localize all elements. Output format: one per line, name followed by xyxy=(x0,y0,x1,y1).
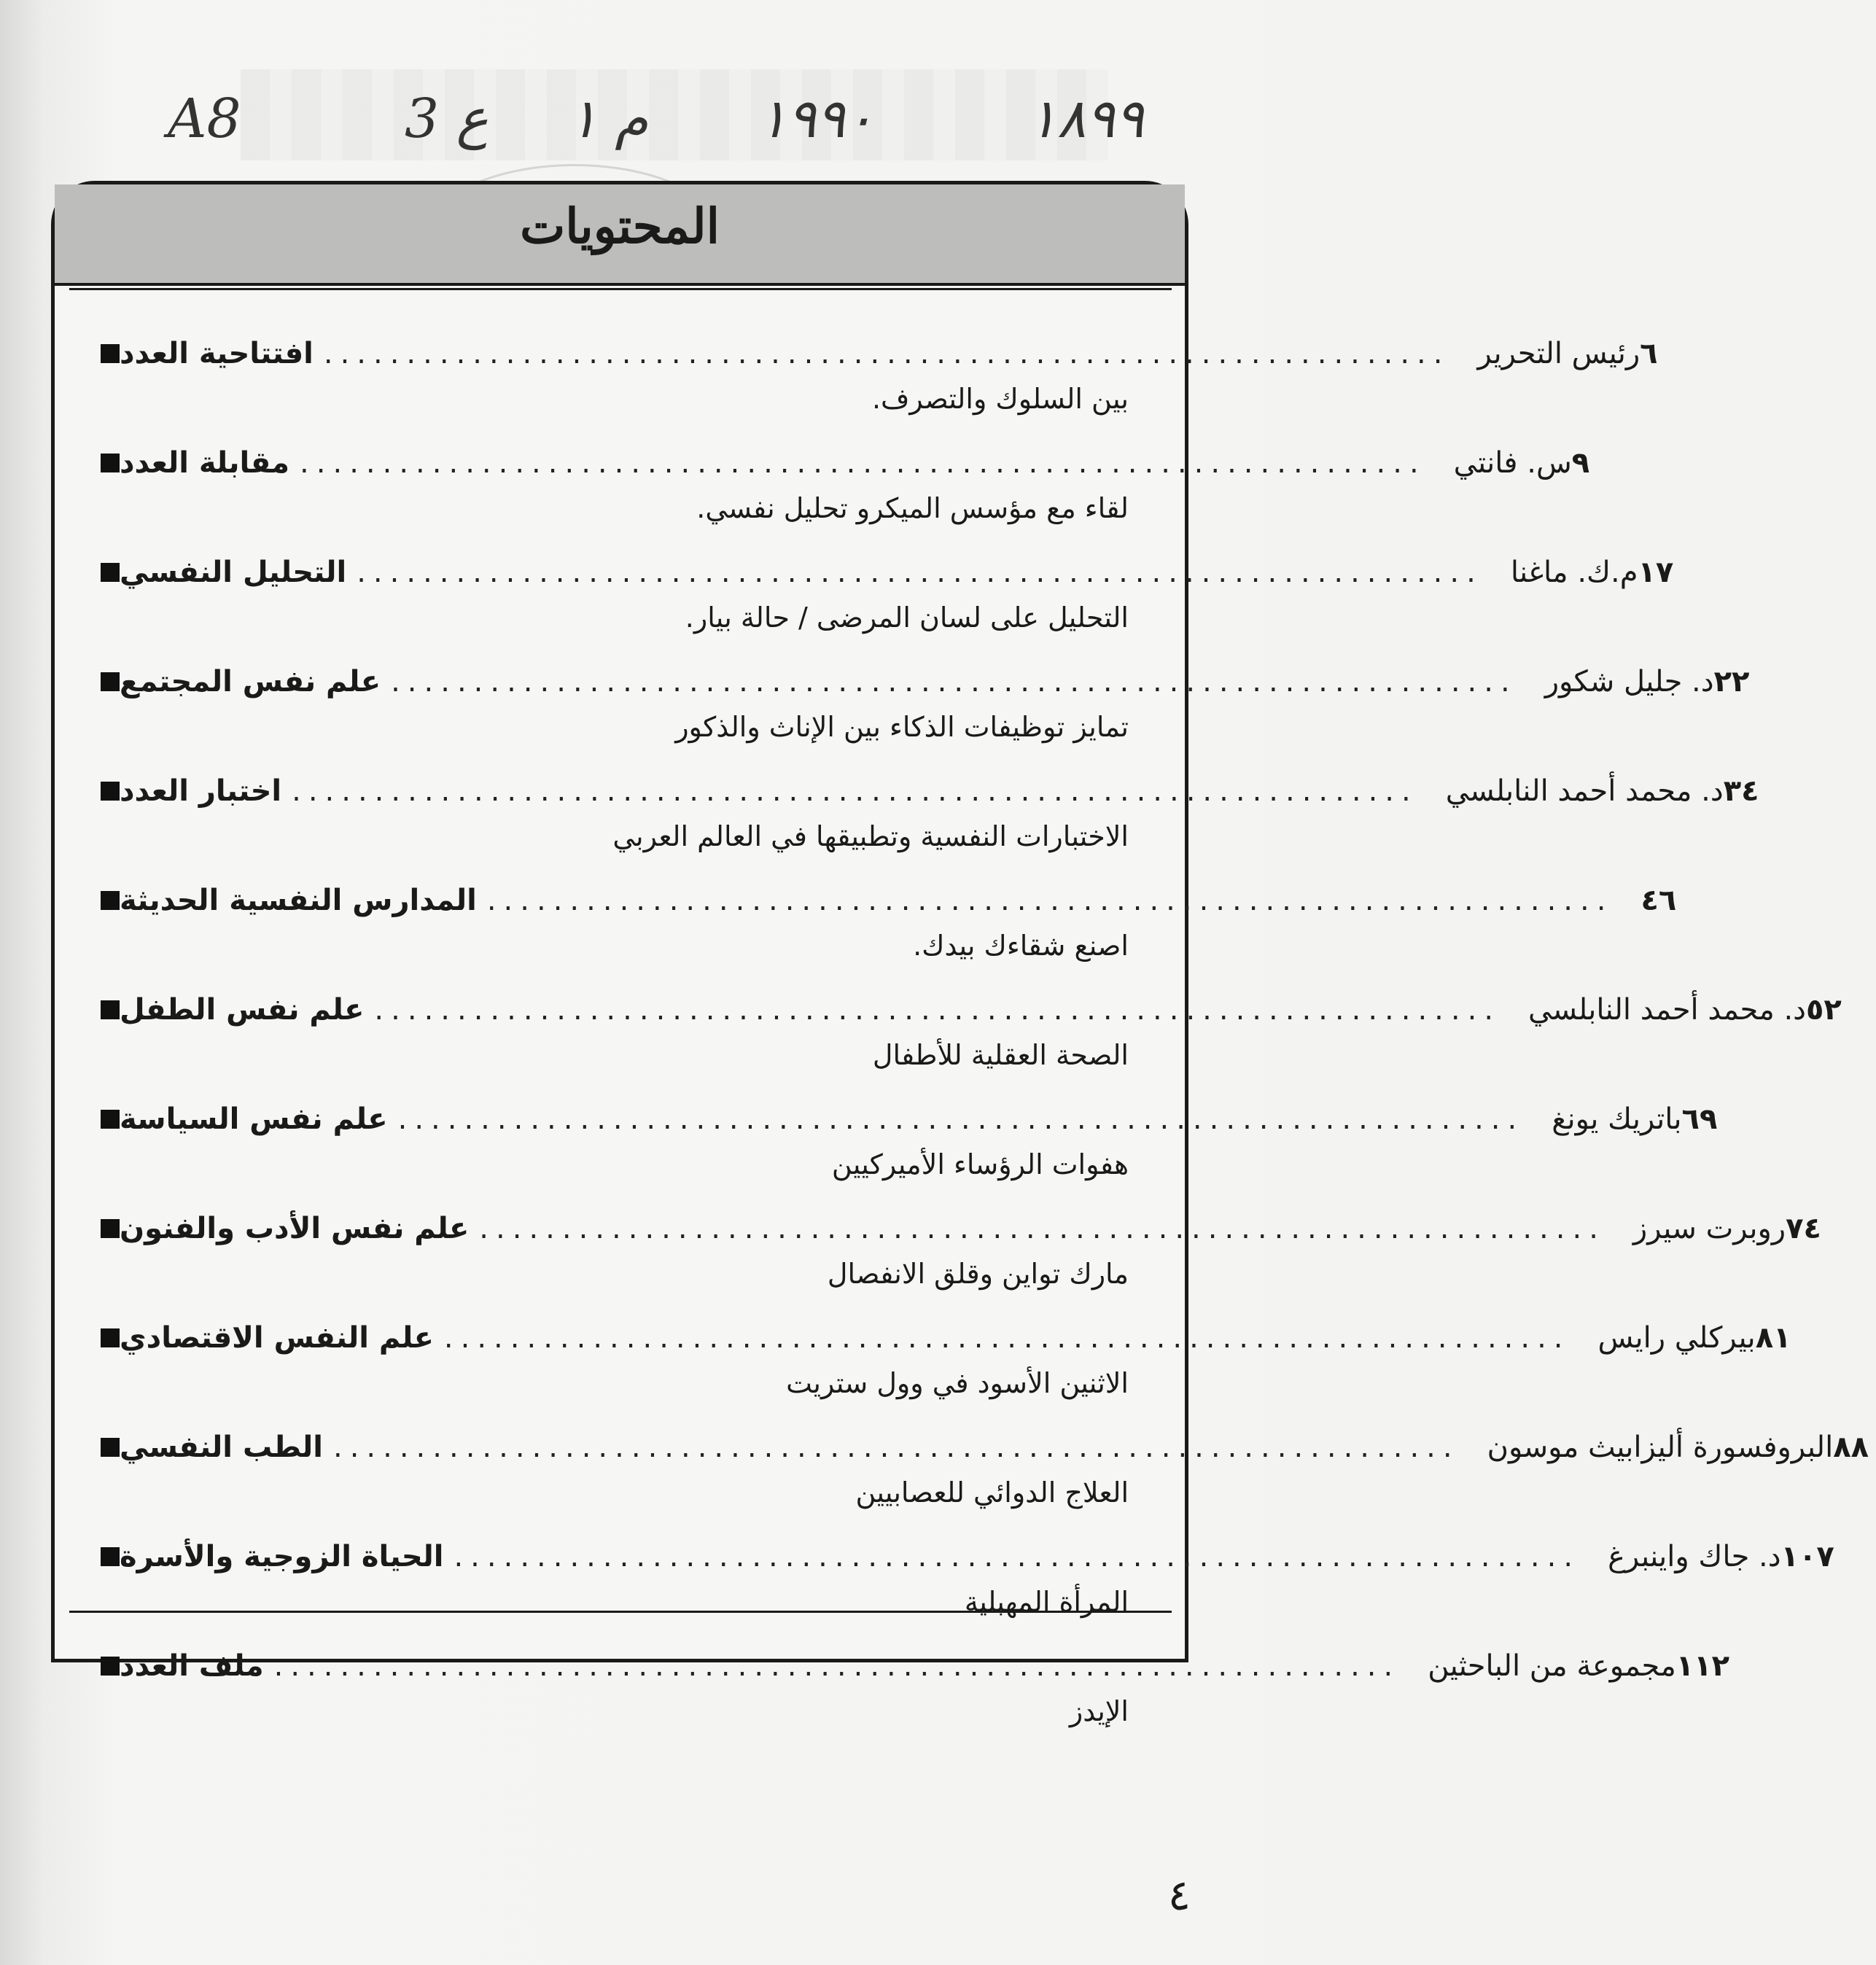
toc-row xyxy=(87,1312,1791,1363)
author-name: د. جاك واينبرغ xyxy=(1608,1540,1781,1573)
handwritten-note-c: م ١ xyxy=(569,87,649,150)
toc-row xyxy=(87,984,1842,1035)
toc-row xyxy=(87,1641,1729,1692)
section-title: علم نفس الأدب والفنون xyxy=(120,1212,470,1245)
page-ref: ٤٦ xyxy=(1640,884,1677,917)
section-title: علم نفس السياسة xyxy=(120,1102,388,1136)
article-title: التحليل على لسان المرضى / حالة بيار. xyxy=(685,602,1129,634)
leader-dots: .................................................................... xyxy=(300,446,1426,480)
article-title: لقاء مع مؤسس الميكرو تحليل نفسي. xyxy=(696,492,1129,524)
page-number: ٤ xyxy=(1167,1870,1191,1920)
leader-dots: .................................................................... xyxy=(479,1212,1606,1245)
page-ref: ٨٨ xyxy=(1833,1431,1869,1464)
section-title: الطب النفسي xyxy=(120,1431,323,1464)
toc-row xyxy=(87,656,1750,707)
toc-row xyxy=(87,437,1590,489)
handwritten-note-b: 3 ع xyxy=(405,87,489,150)
section-title: ملف العدد xyxy=(120,1649,264,1683)
square-bullet-icon xyxy=(101,454,120,472)
square-bullet-icon xyxy=(101,891,120,910)
leader-dots: .................................................................... xyxy=(486,884,1614,917)
page-ref: ١١٢ xyxy=(1675,1649,1729,1683)
contents-frame xyxy=(51,181,1869,1727)
square-bullet-icon xyxy=(101,563,120,582)
author-name: د. محمد أحمد النابلسي xyxy=(1445,774,1724,808)
article-title: العلاج الدوائي للعصابيين xyxy=(855,1476,1129,1509)
leader-dots: .................................................................... xyxy=(374,993,1501,1027)
square-bullet-icon xyxy=(101,1110,120,1129)
leader-dots: .................................................................... xyxy=(357,556,1483,589)
page-ref: ٨١ xyxy=(1755,1321,1791,1355)
page-ref: ٢٢ xyxy=(1713,665,1750,699)
square-bullet-icon xyxy=(101,1547,120,1566)
author-name: د. محمد أحمد النابلسي xyxy=(1528,993,1806,1027)
leader-dots: .................................................................... xyxy=(292,774,1418,808)
page-ref: ٣٤ xyxy=(1723,774,1759,808)
page-ref: ٦ xyxy=(1640,337,1658,370)
article-title: الاختبارات النفسية وتطبيقها في العالم العربي xyxy=(612,820,1129,852)
title-band xyxy=(55,184,1185,286)
faded-masthead xyxy=(241,69,1108,160)
toc-row xyxy=(87,1094,1718,1145)
toc-row xyxy=(87,766,1759,817)
leader-dots: .................................................................... xyxy=(443,1321,1571,1355)
page-ref: ١٧ xyxy=(1638,556,1674,589)
square-bullet-icon xyxy=(101,1438,120,1457)
handwritten-note-d: ١٩٩٠ xyxy=(758,87,874,150)
article-title: الإيدز xyxy=(1069,1695,1129,1727)
page-title: المحتويات xyxy=(520,198,720,254)
article-title: الاثنين الأسود في وول ستريت xyxy=(786,1367,1129,1399)
section-title: الحياة الزوجية والأسرة xyxy=(120,1540,444,1573)
section-title: المدارس النفسية الحديثة xyxy=(120,884,477,917)
article-title: المرأة المهبلية xyxy=(964,1586,1129,1618)
square-bullet-icon xyxy=(101,672,120,691)
section-title: افتتاحية العدد xyxy=(120,337,314,370)
toc-row xyxy=(87,547,1674,598)
article-title: بين السلوك والتصرف. xyxy=(871,383,1129,415)
leader-dots: .................................................................... xyxy=(397,1102,1525,1136)
toc-row xyxy=(87,1531,1834,1582)
section-title: اختبار العدد xyxy=(120,774,282,808)
square-bullet-icon xyxy=(101,1328,120,1347)
toc-row xyxy=(87,328,1658,379)
article-title: مارك تواين وقلق الانفصال xyxy=(827,1258,1129,1290)
leader-dots: .................................................................... xyxy=(273,1649,1401,1683)
page-ref: ٧٤ xyxy=(1786,1212,1821,1245)
leader-dots: .................................................................... xyxy=(454,1540,1581,1573)
leader-dots: .................................................................... xyxy=(391,665,1517,699)
article-title: تمايز توظيفات الذكاء بين الإناث والذكور xyxy=(675,711,1129,743)
author-name: رئيس التحرير xyxy=(1477,337,1640,370)
article-title: الصحة العقلية للأطفال xyxy=(872,1039,1129,1071)
toc-row xyxy=(87,1422,1869,1473)
page-ref: ٥٢ xyxy=(1806,993,1842,1027)
square-bullet-icon xyxy=(101,1657,120,1676)
author-name: البروفسورة أليزابيث موسون xyxy=(1487,1431,1834,1464)
author-name: د. جليل شكور xyxy=(1544,665,1714,699)
toc-row xyxy=(87,1203,1821,1254)
author-name: روبرت سيرز xyxy=(1632,1212,1786,1245)
article-title: هفوات الرؤساء الأميركيين xyxy=(831,1148,1129,1180)
toc-row xyxy=(87,875,1677,926)
page-ref: ١٠٧ xyxy=(1780,1540,1834,1573)
page-ref: ٦٩ xyxy=(1681,1102,1718,1136)
article-title: اصنع شقاءك بيدك. xyxy=(913,930,1129,962)
square-bullet-icon xyxy=(101,782,120,801)
author-name: بيركلي رايس xyxy=(1597,1321,1756,1355)
author-name: س. فانتي xyxy=(1453,446,1572,480)
top-rule xyxy=(69,288,1172,290)
section-title: التحليل النفسي xyxy=(120,556,347,589)
square-bullet-icon xyxy=(101,1219,120,1238)
section-title: مقابلة العدد xyxy=(120,446,290,480)
leader-dots: .................................................................... xyxy=(323,337,1450,370)
page-ref: ٩ xyxy=(1571,446,1590,480)
author-name: م.ك. ماغنا xyxy=(1510,556,1638,589)
leader-dots: .................................................................... xyxy=(332,1431,1460,1464)
section-title: علم نفس المجتمع xyxy=(120,665,381,699)
author-name: مجموعة من الباحثين xyxy=(1428,1649,1676,1683)
handwritten-note-a: A8 xyxy=(168,87,241,150)
square-bullet-icon xyxy=(101,344,120,363)
square-bullet-icon xyxy=(101,1000,120,1019)
handwritten-note-e: ١٨٩٩ xyxy=(1028,87,1144,150)
section-title: علم النفس الاقتصادي xyxy=(120,1321,434,1355)
author-name: باتريك يونغ xyxy=(1552,1102,1682,1136)
section-title: علم نفس الطفل xyxy=(120,993,365,1027)
